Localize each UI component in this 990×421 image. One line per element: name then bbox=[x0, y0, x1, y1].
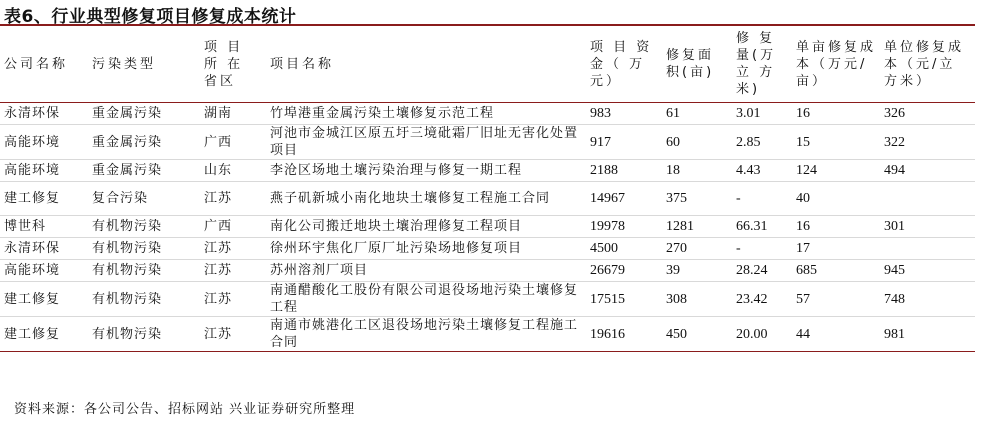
table-row bbox=[0, 216, 975, 238]
cell-pollution: 重金属污染 bbox=[92, 134, 163, 150]
cell-company: 博世科 bbox=[4, 219, 47, 234]
source-note: 资料来源：各公司公告、招标网站 兴业证券研究所整理 bbox=[14, 402, 356, 417]
cell-volume: 66.31 bbox=[736, 219, 768, 234]
cell-area: 39 bbox=[666, 263, 680, 278]
cell-cost-per-m3: 494 bbox=[884, 163, 905, 178]
cell-province: 江苏 bbox=[204, 191, 233, 206]
cell-company: 高能环境 bbox=[4, 134, 61, 150]
cell-cost-per-m3: 981 bbox=[884, 326, 905, 342]
cell-province: 江苏 bbox=[204, 326, 233, 342]
cell-volume: - bbox=[736, 241, 741, 256]
cell-volume: 2.85 bbox=[736, 134, 761, 150]
cell-province: 山东 bbox=[204, 163, 233, 178]
table-row bbox=[0, 282, 975, 317]
cell-cost-per-m3: 945 bbox=[884, 263, 905, 278]
header-volume: 修 复 量(万 立 方 米) bbox=[732, 26, 792, 103]
cell-area: 61 bbox=[666, 106, 680, 121]
cell-cost-per-mu: 124 bbox=[796, 163, 817, 178]
cell-project: 河池市金城江区原五圩三境砒霜厂旧址无害化处置项目 bbox=[270, 126, 579, 158]
header-pollution: 污染类型 bbox=[88, 26, 200, 103]
cell-cost-per-m3: 301 bbox=[884, 219, 905, 234]
cell-volume: - bbox=[736, 191, 741, 206]
cell-area: 308 bbox=[666, 291, 687, 307]
cell-fund: 17515 bbox=[590, 291, 625, 307]
cell-company: 高能环境 bbox=[4, 163, 61, 178]
cell-pollution: 重金属污染 bbox=[92, 106, 163, 121]
cell-pollution: 有机物污染 bbox=[92, 263, 163, 278]
table-row bbox=[0, 317, 975, 352]
cell-area: 375 bbox=[666, 191, 687, 206]
cell-fund: 14967 bbox=[590, 191, 625, 206]
table-row bbox=[0, 103, 975, 125]
cell-pollution: 有机物污染 bbox=[92, 291, 163, 307]
cell-cost-per-mu: 16 bbox=[796, 219, 810, 234]
cell-cost-per-mu: 17 bbox=[796, 241, 810, 256]
cell-cost-per-mu: 685 bbox=[796, 263, 817, 278]
cell-province: 广西 bbox=[204, 134, 233, 150]
cell-fund: 19616 bbox=[590, 326, 625, 342]
cell-pollution: 复合污染 bbox=[92, 191, 149, 206]
table-row bbox=[0, 238, 975, 260]
cell-fund: 4500 bbox=[590, 241, 618, 256]
cell-project: 李沧区场地土壤污染治理与修复一期工程 bbox=[270, 163, 523, 178]
cell-fund: 983 bbox=[590, 106, 611, 121]
cell-province: 江苏 bbox=[204, 263, 233, 278]
cell-area: 18 bbox=[666, 163, 680, 178]
cell-cost-per-m3: 748 bbox=[884, 291, 905, 307]
cell-pollution: 有机物污染 bbox=[92, 219, 163, 234]
cell-company: 建工修复 bbox=[4, 191, 61, 206]
cell-cost-per-mu: 16 bbox=[796, 106, 810, 121]
cell-project: 竹埠港重金属污染土壤修复示范工程 bbox=[270, 106, 495, 121]
cell-province: 湖南 bbox=[204, 106, 233, 121]
cell-cost-per-m3: 322 bbox=[884, 134, 905, 150]
table-row bbox=[0, 182, 975, 216]
cell-volume: 4.43 bbox=[736, 163, 761, 178]
header-cost-per-m3: 单位修复成本（元/立方米） bbox=[880, 26, 975, 103]
cell-volume: 28.24 bbox=[736, 263, 768, 278]
cell-area: 60 bbox=[666, 134, 680, 150]
table-title: 表6、行业典型修复项目修复成本统计 bbox=[4, 7, 297, 27]
header-project: 项目名称 bbox=[266, 26, 586, 103]
cell-company: 建工修复 bbox=[4, 326, 61, 342]
table-row bbox=[0, 160, 975, 182]
cell-company: 高能环境 bbox=[4, 263, 61, 278]
table-body bbox=[0, 103, 975, 352]
cell-project: 徐州环宇焦化厂原厂址污染场地修复项目 bbox=[270, 241, 523, 256]
cell-project: 燕子矶新城小南化地块土壤修复工程施工合同 bbox=[270, 191, 551, 206]
header-company: 公司名称 bbox=[0, 26, 88, 103]
cell-project: 南化公司搬迁地块土壤治理修复工程项目 bbox=[270, 219, 523, 234]
cell-province: 广西 bbox=[204, 219, 233, 234]
cell-province: 江苏 bbox=[204, 291, 233, 307]
cell-cost-per-mu: 44 bbox=[796, 326, 810, 342]
table-header bbox=[0, 26, 975, 103]
header-area: 修复面积(亩) bbox=[662, 26, 732, 103]
cell-province: 江苏 bbox=[204, 241, 233, 256]
cell-cost-per-mu: 57 bbox=[796, 291, 810, 307]
header-fund: 项 目 资 金（ 万 元） bbox=[586, 26, 662, 103]
table-row bbox=[0, 260, 975, 282]
header-cost-per-mu: 单亩修复成本（万元/亩） bbox=[792, 26, 880, 103]
cell-project: 苏州溶剂厂项目 bbox=[270, 263, 369, 278]
cell-company: 永清环保 bbox=[4, 106, 61, 121]
cell-cost-per-m3: 326 bbox=[884, 106, 905, 121]
cell-project: 南通市姚港化工区退役场地污染土壤修复工程施工合同 bbox=[270, 318, 579, 350]
cell-fund: 26679 bbox=[590, 263, 625, 278]
cell-pollution: 有机物污染 bbox=[92, 326, 163, 342]
cell-area: 270 bbox=[666, 241, 687, 256]
cell-volume: 3.01 bbox=[736, 106, 761, 121]
header-province: 项 目 所 在 省区 bbox=[200, 26, 266, 103]
cell-company: 建工修复 bbox=[4, 291, 61, 307]
cell-area: 1281 bbox=[666, 219, 694, 234]
cell-cost-per-mu: 15 bbox=[796, 134, 810, 150]
cell-cost-per-mu: 40 bbox=[796, 191, 810, 206]
cell-fund: 19978 bbox=[590, 219, 625, 234]
cell-pollution: 重金属污染 bbox=[92, 163, 163, 178]
cell-company: 永清环保 bbox=[4, 241, 61, 256]
cell-project: 南通醋酸化工股份有限公司退役场地污染土壤修复工程 bbox=[270, 283, 579, 315]
cell-area: 450 bbox=[666, 326, 687, 342]
cell-volume: 20.00 bbox=[736, 326, 768, 342]
cell-fund: 2188 bbox=[590, 163, 618, 178]
cell-cost-per-m3 bbox=[880, 238, 975, 260]
repair-cost-table bbox=[0, 26, 975, 352]
cell-fund: 917 bbox=[590, 134, 611, 150]
table-row bbox=[0, 125, 975, 160]
cell-cost-per-m3 bbox=[880, 182, 975, 216]
cell-pollution: 有机物污染 bbox=[92, 241, 163, 256]
cell-volume: 23.42 bbox=[736, 291, 768, 307]
